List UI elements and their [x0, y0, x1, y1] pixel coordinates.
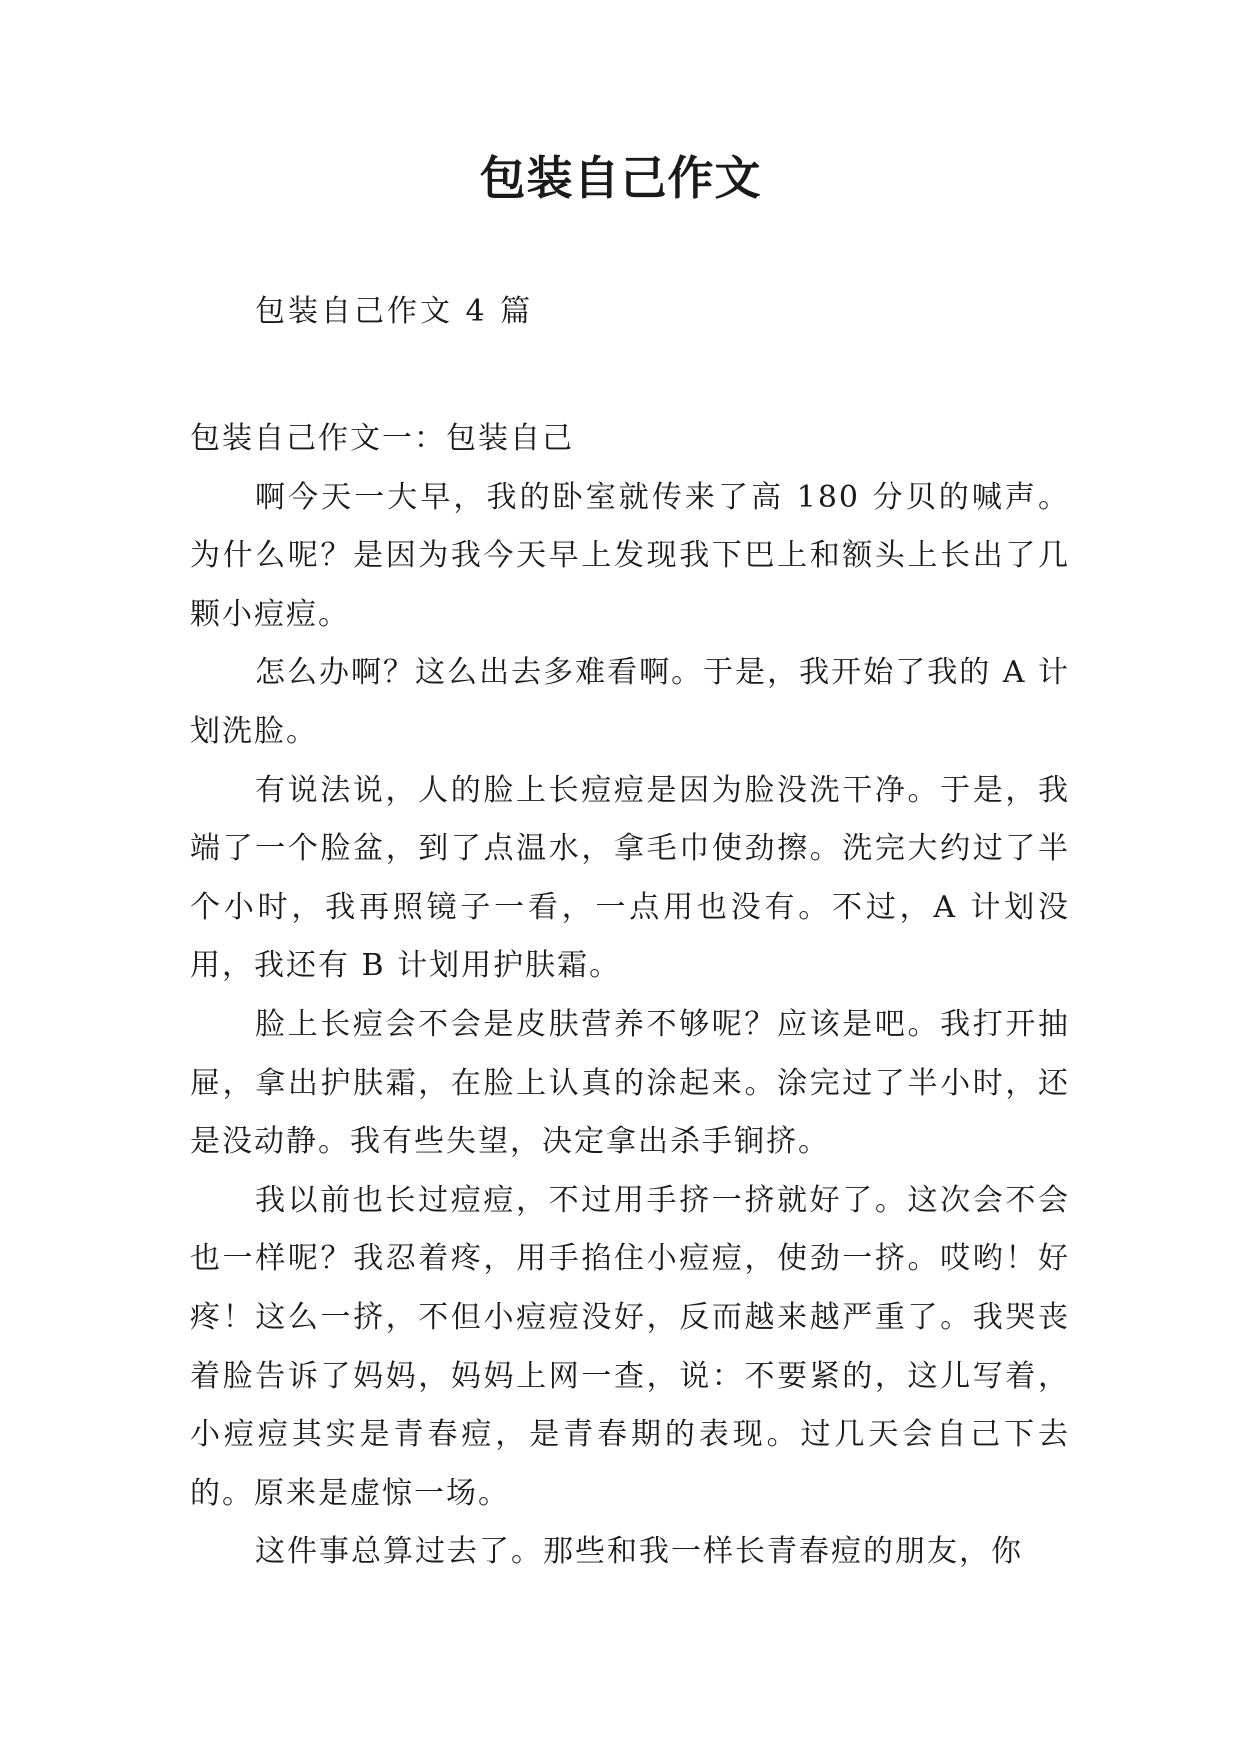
paragraph-6: 这件事总算过去了。那些和我一样长青春痘的朋友，你	[255, 1534, 1023, 1570]
paragraph-1: 啊今天一大早，我的卧室就传来了高 180 分贝的喊声。为什么呢？是因为我今天早上发现我下巴上和额头上长出了几颗小痘痘。	[190, 479, 1070, 632]
document-subtitle: 包装自己作文 4 篇	[255, 294, 534, 329]
paragraph-2: 怎么办啊？这么出去多难看啊。于是，我开始了我的 A 计划洗脸。	[190, 655, 1070, 749]
section-heading: 包装自己作文一：包装自己	[190, 421, 574, 456]
paragraph-5: 我以前也长过痘痘，不过用手挤一挤就好了。这次会不会也一样呢？我忍着疼，用手掐住小痘痘，使劲一挤。哎哟！好疼！这么一挤，不但小痘痘没好，反而越来越严重了。我哭丧着脸告诉了妈妈，妈妈上网一查，说：不要紧的，这儿写着，小痘痘其实是青春痘，是青春期的表现。过几天会自己下去的。原来是虚惊一场。	[190, 1182, 1070, 1511]
document-title: 包装自己作文	[479, 151, 762, 205]
document-body	[190, 410, 1070, 1582]
paragraph-4: 脸上长痘会不会是皮肤营养不够呢？应该是吧。我打开抽屉，拿出护肤霜，在脸上认真的涂起来。涂完过了半小时，还是没动静。我有些失望，决定拿出杀手锏挤。	[190, 1006, 1070, 1160]
paragraph-3: 有说法说，人的脸上长痘痘是因为脸没洗干净。于是，我端了一个脸盆，到了点温水，拿毛巾使劲擦。洗完大约过了半个小时，我再照镜子一看，一点用也没有。不过，A 计划没用，我还有 B 计划用护肤霜。	[190, 772, 1070, 984]
